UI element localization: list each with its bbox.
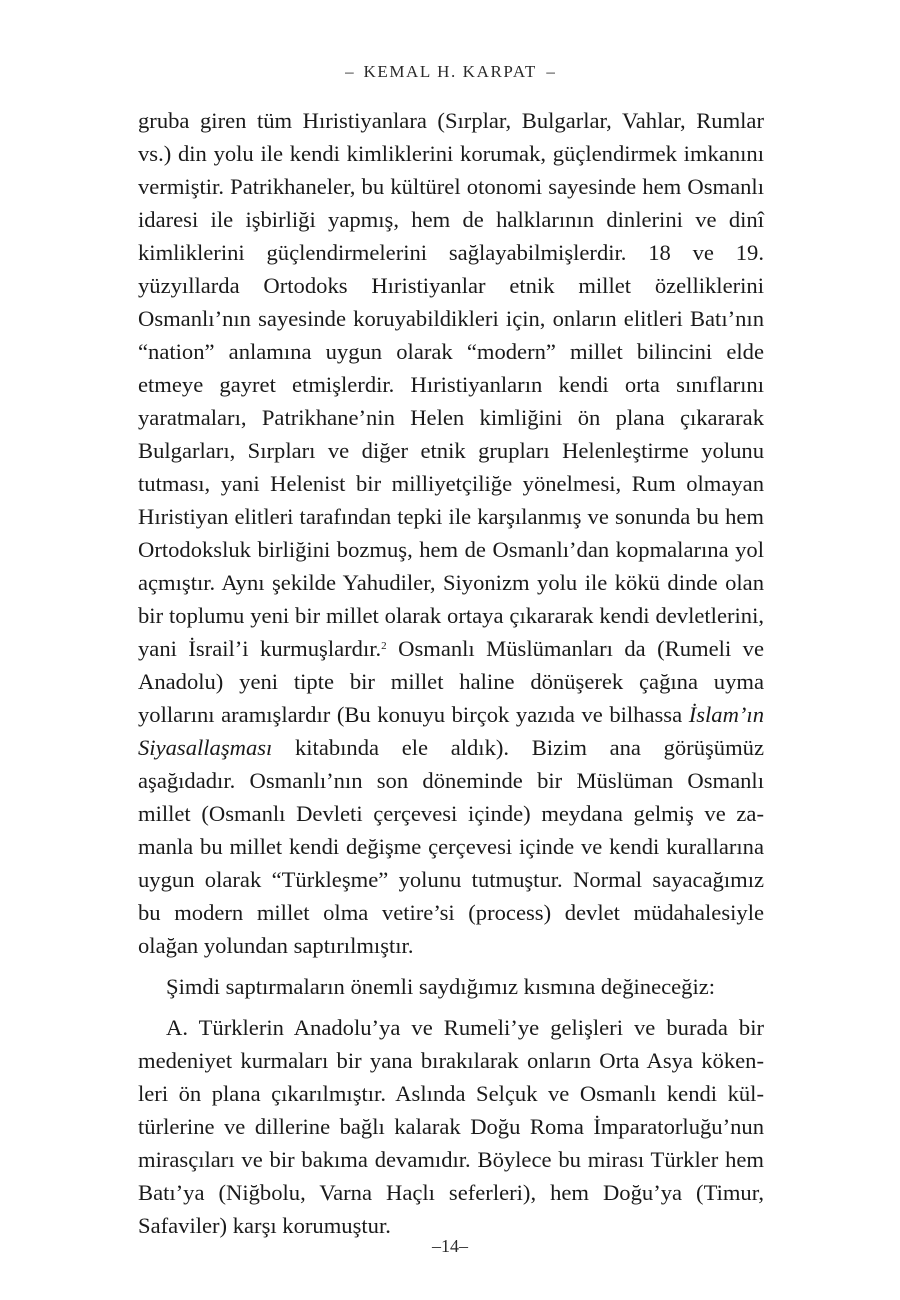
author-name: KEMAL H. KARPAT	[363, 62, 537, 81]
paragraph-3: A. Türklerin Anadolu’ya ve Rumeli’ye gelişleri ve burada bir medeniyet kurmaları bir yana bırakılarak onların Orta Asya kökenleri ön plana çıkarılmıştır. Aslında Selçuk ve Osmanlı kendi kültürlerine ve dillerine bağlı kalarak Doğu Roma İmparatorluğu’nun mirasçıları ve bir bakıma devamıdır. Böylece bu mirası Türkler hem Batı’ya (Niğbolu, Varna Haçlı seferleri), hem Doğu’ya (Timur, Safaviler) karşı korumuştur.	[138, 1015, 764, 1238]
header-dash-right: –	[546, 62, 555, 81]
header-dash-left: –	[345, 62, 354, 81]
running-header	[0, 62, 900, 82]
paragraph-1-part-a: gruba giren tüm Hıristiyanlara (Sırplar, Bulgarlar, Vahlar, Rumlar vs.) din yolu ile kendi kimliklerini korumak, güçlendirmek imkanını vermiştir. Patrikhaneler, bu kültürel otonomi sayesinde hem Osmanlı idaresi ile işbirliği yapmış, hem de halklarının dinlerini ve dinî kimliklerini güçlendirmelerini sağlayabilmişlerdir. 18 ve 19. yüzyıllarda Ortodoks Hıristiyanlar etnik millet özelliklerini Osmanlı’nın sayesinde koruyabildikleri için, onların elitleri Batı’nın “nation” anlamına uygun olarak “modern” millet bilincini elde etmeye gayret etmişlerdir. Hıristiyanların kendi orta sınıflarını yaratmaları, Patrikhane’nin Helen kimliğini ön plana çıkararak Bulgarları, Sırpları ve diğer etnik grupları Helenleştirme yolunu tutması, yani Helenist bir milliyetçiliğe yönelmesi, Rum olmayan Hıristiyan elitleri tarafından tepki ile karşılanmış ve sonunda bu hem Ortodoksluk birliğini bozmuş, hem de Osmanlı’dan kopmalarına yol açmıştır. Aynı şekilde Yahudiler, Siyonizm yolu ile kökü dinde olan bir toplumu yeni bir millet olarak ortaya çıkararak kendi devletlerini, yani İsrail’i kurmuşlardır.	[138, 108, 764, 661]
footnote-reference: 2	[381, 640, 387, 652]
paragraph-1	[138, 104, 764, 962]
paragraph-1-part-b: Osmanlı Müslümanları da (Rumeli ve Anadolu) yeni tipte bir millet haline dönüşerek çağına uyma yollarını aramışlardır (Bu konuyu birçok yazıda ve bilhassa	[138, 636, 765, 727]
paragraph-2: Şimdi saptırmaların önemli saydığımız kısmına değineceğiz:	[166, 974, 716, 999]
body-text	[138, 104, 764, 1242]
page-number: –14–	[432, 1236, 468, 1256]
paragraph-1-part-c: kitabında ele aldık). Bizim ana görüşümüz aşağıdadır. Osmanlı’nın son döneminde bir Müslüman Osmanlı millet (Osmanlı Devleti çerçevesi içinde) meydana gelmiş ve zamanla bu millet kendi değişme çerçevesi içinde ve kendi kurallarına uygun olarak “Türkleşme” yolunu tutmuştur. Normal sayacağımız bu modern millet olma vetire’si (process) devlet müdahalesiyle olağan yolundan saptırılmıştır.	[138, 735, 764, 958]
book-title: İslam’ın Siyasallaşması	[138, 702, 764, 760]
